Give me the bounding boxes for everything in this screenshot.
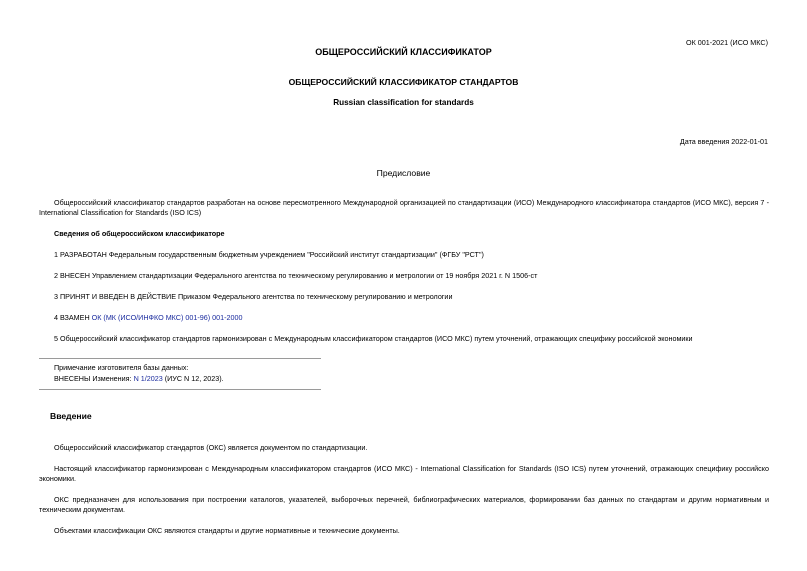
note-prefix: ВНЕСЕНЫ Изменения: [54,374,134,383]
info-item-5: 5 Общероссийский классификатор стандартов гармонизирован с Международным классификатором стандартов (ИСО МКС) путем уточнений, отражающих специфику российской экономики [54,334,693,343]
intro-paragraph-2: Настоящий классификатор гармонизирован с Международным классификатором стандартов (ИСО МКС) - International Classification for Standards (ISO ICS) путем уточнений, отражающих специфику российско экономики. [39,464,769,483]
effective-date: Дата введения 2022-01-01 [679,137,768,146]
document-english-title: Russian classification for standards [333,98,474,107]
note-divider-bottom [39,389,321,390]
note-line-1: Примечание изготовителя базы данных: [54,363,189,372]
note-divider-top [39,358,321,359]
info-item-1: 1 РАЗРАБОТАН Федеральным государственным бюджетным учреждением "Российский институт стандартизации" (ФГБУ "РСТ") [54,250,484,259]
foreword-paragraph: Общероссийский классификатор стандартов разработан на основе пересмотренного Международной организацией по стандартизации (ИСО) Международного классификатора стандартов (ИСО МКС), версия 7 - International Classification for Standards (ISO ICS) [39,198,769,217]
info-item-2: 2 ВНЕСЕН Управлением стандартизации Федерального агентства по техническому регулированию и метрологии от 19 ноября 2021 г. N 1506-ст [54,271,538,280]
replaced-standard-link[interactable]: ОК (МК (ИСО/ИНФКО МКС) 001-96) 001-2000 [91,313,243,322]
intro-paragraph-4: Объектами классификации ОКС являются стандарты и другие нормативные и технические документы. [54,526,400,535]
info-heading: Сведения об общероссийском классификаторе [54,229,225,238]
document-code: ОК 001-2021 (ИСО МКС) [685,38,768,47]
info-item-4 [39,313,769,323]
document-title: ОБЩЕРОССИЙСКИЙ КЛАССИФИКАТОР [315,47,492,57]
intro-paragraph-3: ОКС предназначен для использования при построении каталогов, указателей, выборочных перечней, библиографических материалов, формировании баз данных по стандартам и другим нормативным и техническим документам. [39,495,769,514]
intro-heading: Введение [50,411,92,421]
foreword-heading: Предисловие [376,168,431,178]
note-line-2 [54,374,224,384]
info-item-3: 3 ПРИНЯТ И ВВЕДЕН В ДЕЙСТВИЕ Приказом Федерального агентства по техническому регулированию и метрологии [54,292,453,301]
amendment-link[interactable]: N 1/2023 [133,374,163,383]
note-suffix: (ИУС N 12, 2023). [162,374,224,383]
info-item-4-prefix: 4 ВЗАМЕН [54,313,92,322]
intro-paragraph-1: Общероссийский классификатор стандартов (ОКС) является документом по стандартизации. [54,443,368,452]
document-subtitle: ОБЩЕРОССИЙСКИЙ КЛАССИФИКАТОР СТАНДАРТОВ [288,77,519,87]
